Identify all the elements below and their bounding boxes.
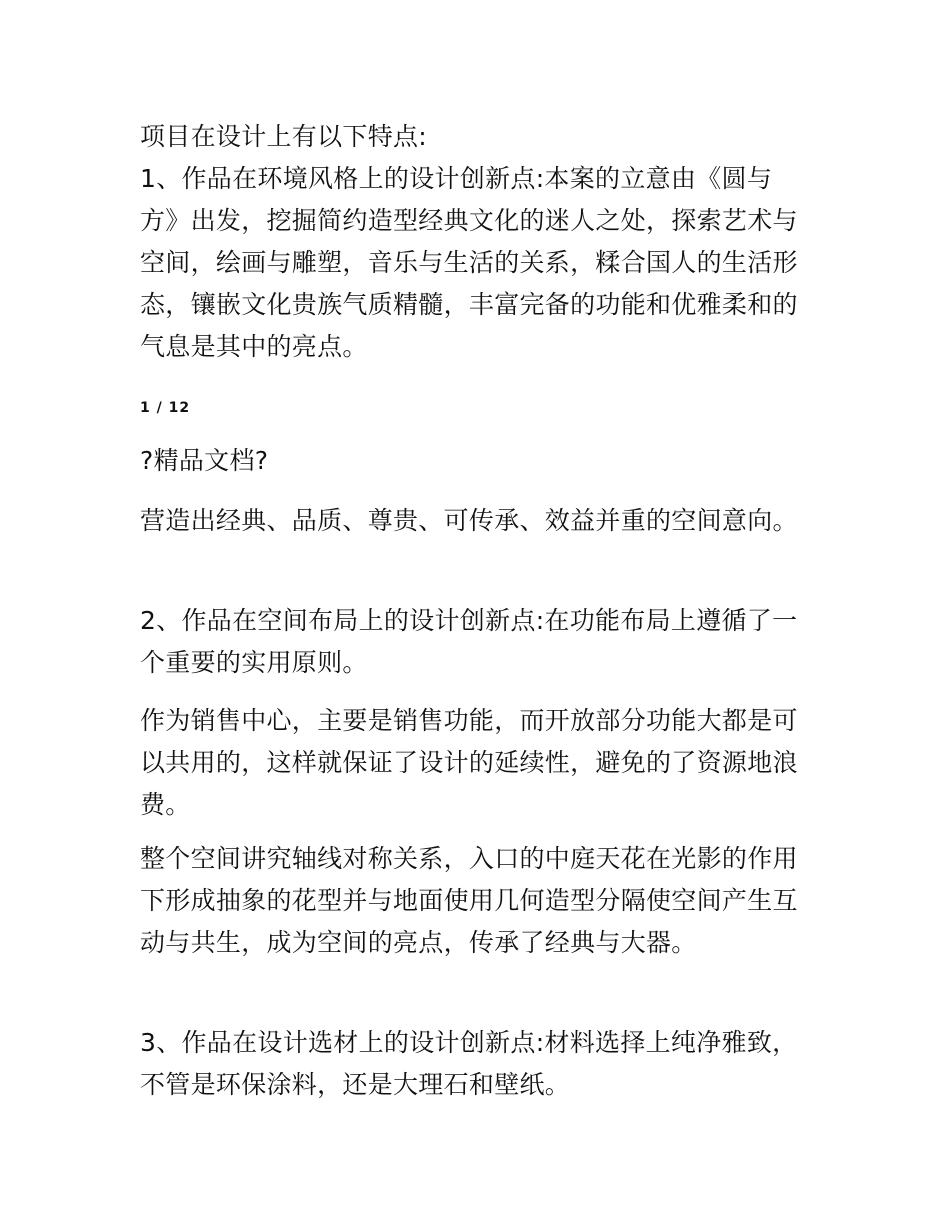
paragraph-point-2: 2、作品在空间布局上的设计创新点:在功能布局上遵循了一个重要的实用原则。 [140,606,798,677]
document-header: ?精品文档? [140,446,269,475]
paragraph-sales-center: 作为销售中心，主要是销售功能，而开放部分功能大都是可以共用的，这样就保证了设计的延续性，避免的了资源地浪费。 [140,706,798,819]
page-number: 1 / 12 [140,400,191,416]
paragraph-point-1: 1、作品在环境风格上的设计创新点:本案的立意由《圆与方》出发，挖掘简约造型经典文化的迷人之处，探索艺术与空间，绘画与雕塑，音乐与生活的关系，糅合国人的生活形态，镶嵌文化贵族气质精髓，丰富完备的功能和优雅柔和的气息是其中的亮点。 [140,164,798,361]
paragraph-axis-symmetry: 整个空间讲究轴线对称关系，入口的中庭天花在光影的作用下形成抽象的花型并与地面使用几何造型分隔使空间产生互动与共生，成为空间的亮点，传承了经典与大器。 [140,844,798,957]
paragraph-intro: 项目在设计上有以下特点: [140,122,428,151]
paragraph-point-3: 3、作品在设计选材上的设计创新点:材料选择上纯净雅致，不管是环保涂料，还是大理石和壁纸。 [140,1028,798,1099]
paragraph-space-intent: 营造出经典、品质、尊贵、可传承、效益并重的空间意向。 [140,506,798,535]
